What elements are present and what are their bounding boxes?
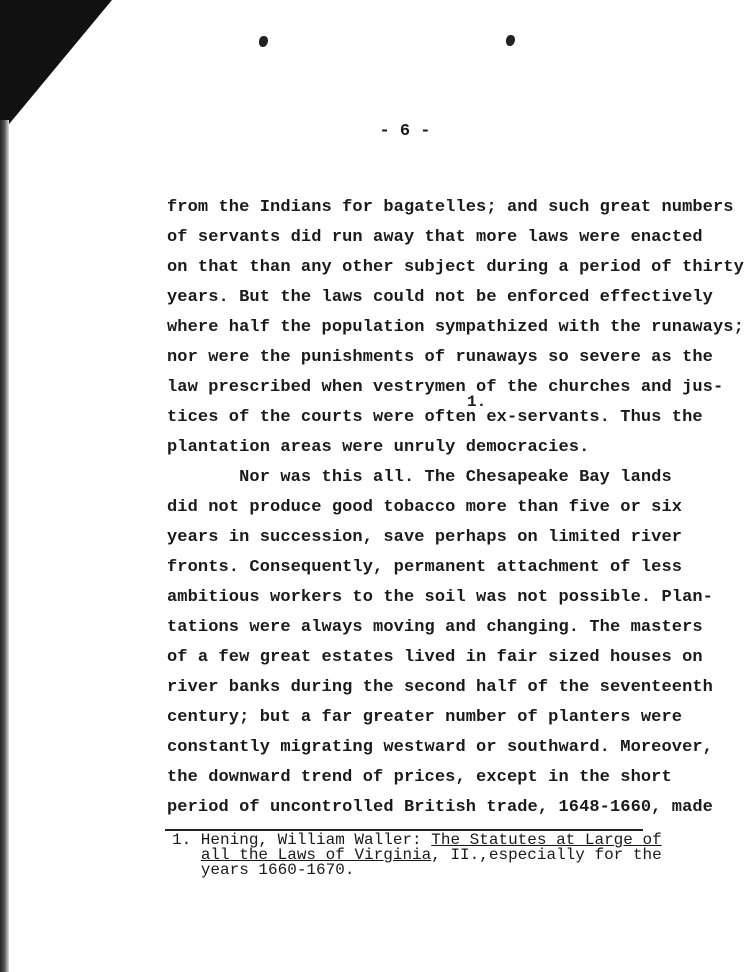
scan-corner-shadow: [0, 0, 112, 135]
text-line: on that than any other subject during a period of thirty: [167, 258, 744, 277]
text-line: ambitious workers to the soil was not possible. Plan-: [167, 588, 713, 607]
text-line: of servants did run away that more laws were enacted: [167, 228, 703, 247]
text-line: law prescribed when vestrymen of the churches and jus-: [167, 378, 724, 397]
footnote-reference: 1.: [467, 393, 487, 411]
text-line: constantly migrating westward or southward. Moreover,: [167, 738, 713, 757]
text-line: the downward trend of prices, except in the short: [167, 768, 672, 787]
footnote-title: The Statutes at Large of: [431, 831, 662, 849]
text-line: period of uncontrolled British trade, 1648-1660, made: [167, 798, 713, 817]
footnote-line: years 1660-1670.: [172, 861, 355, 879]
text-line: tices of the courts were often ex-servants. Thus the: [167, 408, 703, 427]
footnote-title: all the Laws of Virginia: [200, 846, 432, 864]
text-line: years in succession, save perhaps on limited river: [167, 528, 683, 547]
punch-mark: [506, 35, 515, 46]
text-line: of a few great estates lived in fair sized houses on: [167, 648, 703, 667]
text-line: did not produce good tobacco more than five or six: [167, 498, 683, 517]
punch-mark: [259, 36, 268, 47]
text-line: fronts. Consequently, permanent attachment of less: [167, 558, 683, 577]
text-line: river banks during the second half of the seventeenth: [167, 678, 713, 697]
page-number: - 6 -: [379, 122, 431, 141]
text-line: where half the population sympathized with the runaways;: [167, 318, 744, 337]
scan-left-edge: [0, 120, 9, 972]
text-line: Nor was this all. The Chesapeake Bay lands: [167, 468, 672, 487]
text-line: from the Indians for bagatelles; and such great numbers: [167, 198, 734, 217]
text-line: plantation areas were unruly democracies.: [167, 438, 590, 457]
footnote-author: 1. Hening, William Waller:: [172, 831, 432, 849]
text-line: nor were the punishments of runaways so severe as the: [167, 348, 713, 367]
footnote-detail: , II.,especially for the: [431, 846, 662, 864]
text-line: century; but a far greater number of planters were: [167, 708, 683, 727]
text-line: years. But the laws could not be enforced effectively: [167, 288, 713, 307]
text-line: tations were always moving and changing. The masters: [167, 618, 703, 637]
